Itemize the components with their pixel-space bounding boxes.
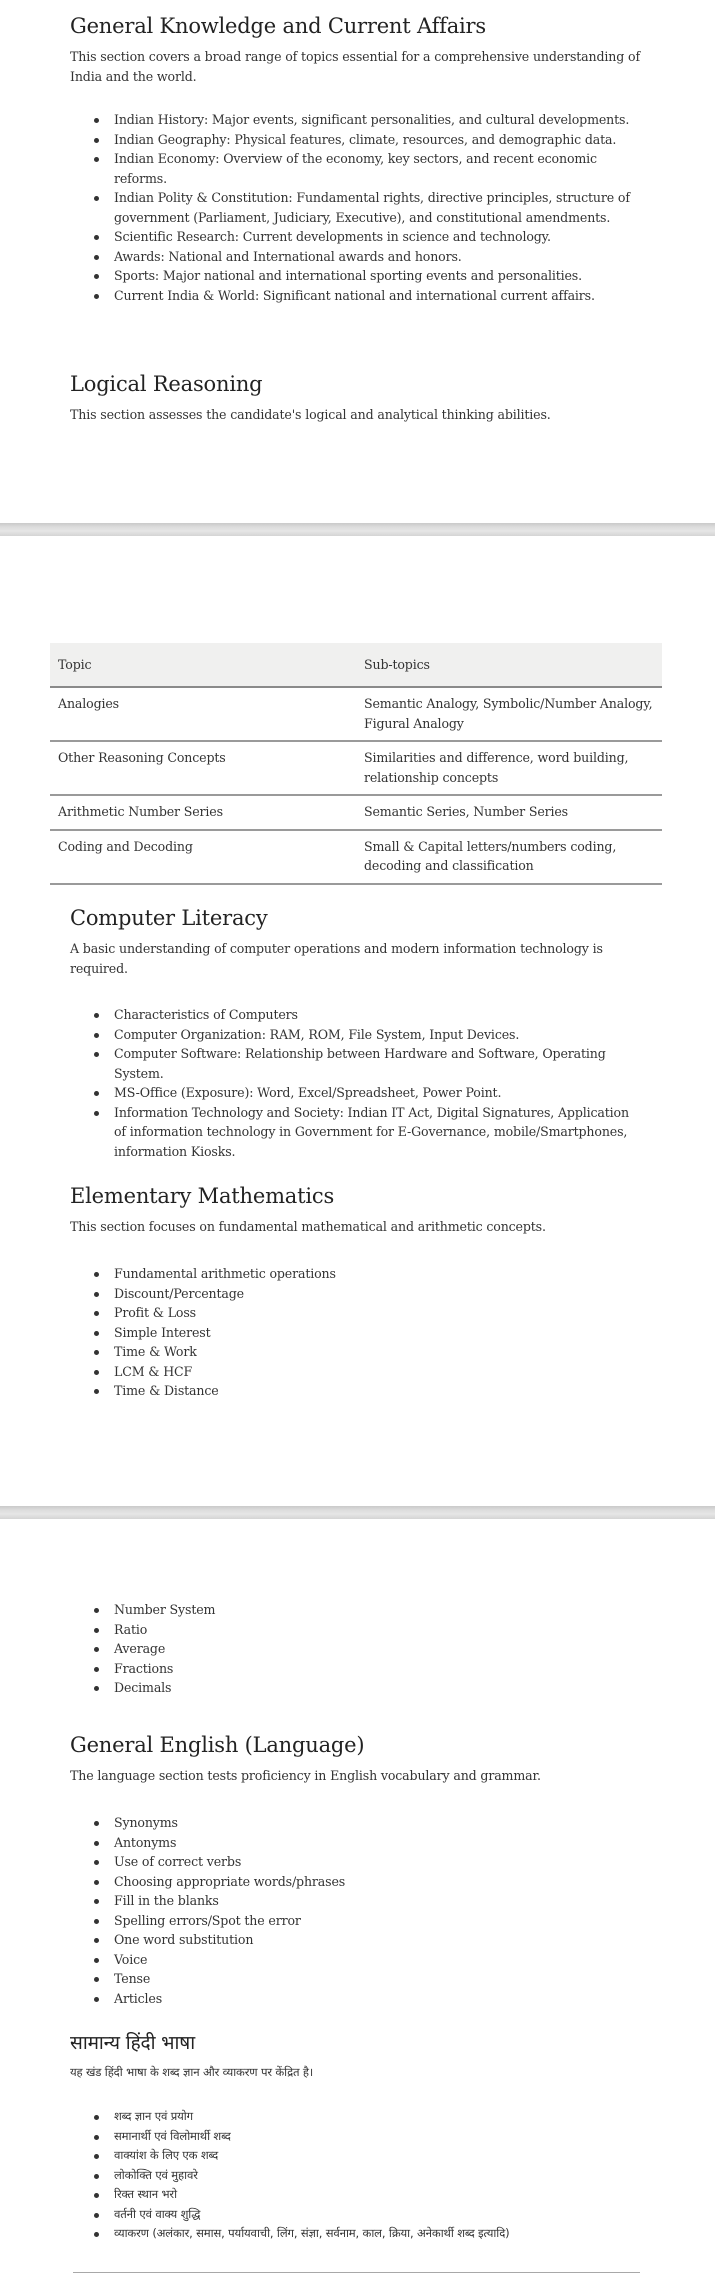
- gk-topic-list: [70, 110, 650, 305]
- bullet-icon: [94, 2193, 99, 2198]
- bullet-icon: [94, 1938, 99, 1943]
- list-item-text: Choosing appropriate words/phrases: [114, 1873, 346, 1889]
- list-item: [70, 1323, 650, 1343]
- list-item: [70, 1969, 650, 1989]
- bullet-icon: [94, 1350, 99, 1355]
- list-item-text: लोकोक्ति एवं मुहावरे: [114, 2167, 198, 2182]
- section-logical-reasoning: [70, 370, 650, 425]
- list-item-text: Computer Organization: RAM, ROM, File System, Input Devices.: [114, 1026, 520, 1042]
- subtopics-cell: Semantic Analogy, Symbolic/Number Analogy, Figural Analogy: [356, 687, 662, 741]
- section-description: This section assesses the candidate's logical and analytical thinking abilities.: [70, 407, 551, 422]
- bullet-icon: [94, 1899, 99, 1904]
- list-item-text: समानार्थी एवं विलोमार्थी शब्द: [114, 2128, 231, 2143]
- section-general-english: [70, 1731, 650, 2006]
- list-item: [70, 1362, 650, 1382]
- list-item-text: Discount/Percentage: [114, 1285, 244, 1301]
- section-heading: General English (Language): [70, 1733, 365, 1757]
- list-item: [70, 1303, 650, 1323]
- subtopics-cell: Small & Capital letters/numbers coding, decoding and classification: [356, 830, 662, 884]
- section-description: This section focuses on fundamental mathematical and arithmetic concepts.: [70, 1219, 546, 1234]
- list-item: [70, 266, 650, 286]
- list-item: [70, 1381, 650, 1401]
- bullet-icon: [94, 1977, 99, 1982]
- bullet-icon: [94, 1880, 99, 1885]
- list-item-text: Awards: National and International awards and honors.: [114, 248, 462, 264]
- list-item-text: Articles: [114, 1990, 163, 2006]
- bullet-icon: [94, 1111, 99, 1116]
- list-item-text: Simple Interest: [114, 1324, 211, 1340]
- bullet-icon: [94, 138, 99, 143]
- column-header-topic: Topic: [50, 643, 356, 687]
- list-item-text: Synonyms: [114, 1815, 178, 1830]
- list-item: [70, 2166, 650, 2186]
- page-2: [0, 536, 715, 1506]
- bullet-icon: [94, 118, 99, 123]
- list-item: [70, 1950, 650, 1970]
- list-item-text: Indian Economy: Overview of the economy, key sectors, and recent economic reforms.: [114, 151, 597, 186]
- list-item: [70, 1833, 650, 1853]
- list-item: [70, 1678, 650, 1698]
- list-item-text: Profit & Loss: [114, 1305, 196, 1320]
- bullet-icon: [94, 1958, 99, 1963]
- list-item: [70, 1852, 650, 1872]
- topic-cell: Other Reasoning Concepts: [50, 741, 356, 795]
- table-row: [50, 687, 662, 741]
- list-item-text: Number System: [114, 1602, 216, 1617]
- list-item-text: Information Technology and Society: Indian IT Act, Digital Signatures, Application of information technology in Government for E-Governance, mobile/Smartphones, information Kiosks.: [114, 1104, 629, 1159]
- bullet-icon: [94, 1052, 99, 1057]
- bullet-icon: [94, 1311, 99, 1316]
- subtopics-cell: Similarities and difference, word building, relationship concepts: [356, 741, 662, 795]
- section-description: यह खंड हिंदी भाषा के शब्द ज्ञान और व्याकरण पर केंद्रित है।: [70, 2065, 314, 2079]
- bullet-icon: [94, 2174, 99, 2179]
- bullet-icon: [94, 2135, 99, 2140]
- bullet-icon: [94, 1628, 99, 1633]
- list-item: [70, 149, 650, 188]
- list-item: [70, 1813, 650, 1833]
- section-heading: Elementary Mathematics: [70, 1184, 335, 1208]
- bullet-icon: [94, 1292, 99, 1297]
- subtopics-cell: Semantic Series, Number Series: [356, 795, 662, 830]
- list-item: [70, 2127, 650, 2147]
- hindi-topic-list: [70, 2107, 650, 2244]
- bullet-icon: [94, 2115, 99, 2120]
- bullet-icon: [94, 1919, 99, 1924]
- list-item-text: Current India & World: Significant national and international current affairs.: [114, 287, 595, 303]
- bullet-icon: [94, 274, 99, 279]
- english-topic-list: [70, 1813, 650, 2008]
- list-item: [70, 1025, 650, 1045]
- list-item: [70, 1044, 650, 1083]
- list-item-text: Scientific Research: Current developments in science and technology.: [114, 229, 551, 244]
- bullet-icon: [94, 1841, 99, 1846]
- bullet-icon: [94, 235, 99, 240]
- list-item-text: Time & Work: [114, 1344, 197, 1359]
- list-item-text: Time & Distance: [114, 1383, 219, 1398]
- bullet-icon: [94, 1667, 99, 1672]
- list-item-text: MS-Office (Exposure): Word, Excel/Spreadsheet, Power Point.: [114, 1085, 502, 1100]
- list-item: [70, 1620, 650, 1640]
- reasoning-topics-table: [50, 643, 662, 885]
- list-item: [70, 2107, 650, 2127]
- page-1: [0, 0, 715, 523]
- list-item: [70, 1930, 650, 1950]
- page-break: [0, 523, 715, 536]
- list-item-text: Average: [114, 1641, 166, 1656]
- bullet-icon: [94, 1370, 99, 1375]
- list-item: [70, 1989, 650, 2009]
- bullet-icon: [94, 2154, 99, 2159]
- computer-topic-list: [70, 1005, 650, 1161]
- section-heading: Logical Reasoning: [70, 372, 263, 396]
- maths-topic-list-continued: [70, 1600, 650, 1698]
- list-item-text: Tense: [114, 1971, 151, 1986]
- list-item-text: Spelling errors/Spot the error: [114, 1912, 301, 1928]
- section-description: This section covers a broad range of topics essential for a comprehensive understanding of India and the world.: [70, 49, 640, 84]
- list-item: [70, 2146, 650, 2166]
- list-item: [70, 1005, 650, 1025]
- list-item: [70, 2205, 650, 2225]
- section-computer-literacy: [70, 904, 650, 1159]
- bullet-icon: [94, 1608, 99, 1613]
- list-item-text: Use of correct verbs: [114, 1854, 242, 1869]
- list-item-text: शब्द ज्ञान एवं प्रयोग: [114, 2109, 193, 2123]
- bullet-icon: [94, 1091, 99, 1096]
- bullet-icon: [94, 1272, 99, 1277]
- list-item-text: वाक्यांश के लिए एक शब्द: [114, 2148, 219, 2162]
- section-heading: General Knowledge and Current Affairs: [70, 14, 486, 38]
- column-header-subtopics: Sub-topics: [356, 643, 662, 687]
- list-item: [70, 188, 650, 227]
- list-item-text: Ratio: [114, 1621, 148, 1637]
- list-item: [70, 1342, 650, 1362]
- list-item: [70, 1600, 650, 1620]
- list-item: [70, 1639, 650, 1659]
- bullet-icon: [94, 196, 99, 201]
- list-item-text: Indian Polity & Constitution: Fundamental rights, directive principles, structure of government (Parliament, Judiciary, Executive), and constitutional amendments.: [114, 190, 630, 225]
- page-break: [0, 1506, 715, 1519]
- bullet-icon: [94, 294, 99, 299]
- section-heading: Computer Literacy: [70, 906, 268, 930]
- bullet-icon: [94, 1686, 99, 1691]
- topic-cell: Coding and Decoding: [50, 830, 356, 884]
- list-item: [70, 1284, 650, 1304]
- list-item-text: Sports: Major national and international sporting events and personalities.: [114, 268, 582, 283]
- bullet-icon: [94, 2232, 99, 2237]
- bullet-icon: [94, 255, 99, 260]
- bullet-icon: [94, 1647, 99, 1652]
- topic-cell: Arithmetic Number Series: [50, 795, 356, 830]
- bullet-icon: [94, 1997, 99, 2002]
- table-row: [50, 795, 662, 830]
- list-item: [70, 130, 650, 150]
- list-item: [70, 110, 650, 130]
- page-3: [0, 1519, 715, 2290]
- list-item-text: Voice: [114, 1951, 148, 1967]
- list-item-text: One word substitution: [114, 1932, 254, 1947]
- list-item: [70, 1911, 650, 1931]
- list-item: [70, 2224, 650, 2244]
- section-description: A basic understanding of computer operations and modern information technology is required.: [70, 941, 603, 976]
- bullet-icon: [94, 2213, 99, 2218]
- list-item: [70, 286, 650, 306]
- list-item: [70, 1083, 650, 1103]
- list-item: [70, 247, 650, 267]
- bullet-icon: [94, 1860, 99, 1865]
- section-heading: सामान्य हिंदी भाषा: [70, 2032, 195, 2054]
- bullet-icon: [94, 1821, 99, 1826]
- list-item-text: व्याकरण (अलंकार, समास, पर्यायवाची, लिंग, संज्ञा, सर्वनाम, काल, क्रिया, अनेकार्थी शब्द इत्यादि): [114, 2226, 510, 2240]
- list-item-text: रिक्त स्थान भरो: [114, 2187, 177, 2201]
- horizontal-rule: [73, 2272, 640, 2273]
- section-elementary-mathematics: [70, 1182, 650, 1398]
- section-description: The language section tests proficiency in English vocabulary and grammar.: [70, 1768, 541, 1783]
- list-item-text: LCM & HCF: [114, 1363, 193, 1379]
- bullet-icon: [94, 1331, 99, 1336]
- list-item-text: Antonyms: [114, 1834, 177, 1850]
- list-item: [70, 1659, 650, 1679]
- list-item: [70, 1103, 650, 1162]
- list-item-text: Indian History: Major events, significant personalities, and cultural developments.: [114, 112, 630, 127]
- section-general-knowledge: [70, 12, 650, 303]
- bullet-icon: [94, 157, 99, 162]
- bullet-icon: [94, 1013, 99, 1018]
- list-item-text: Decimals: [114, 1680, 172, 1695]
- list-item: [70, 1891, 650, 1911]
- list-item: [70, 227, 650, 247]
- list-item-text: Indian Geography: Physical features, climate, resources, and demographic data.: [114, 131, 617, 147]
- list-item: [70, 1264, 650, 1284]
- list-item-text: Fractions: [114, 1660, 174, 1676]
- bullet-icon: [94, 1389, 99, 1394]
- bullet-icon: [94, 1033, 99, 1038]
- list-item-text: Fundamental arithmetic operations: [114, 1266, 336, 1281]
- table-row: [50, 830, 662, 884]
- topic-cell: Analogies: [50, 687, 356, 741]
- section-hindi: [70, 2029, 650, 2240]
- list-item-text: Characteristics of Computers: [114, 1007, 298, 1022]
- list-item-text: Fill in the blanks: [114, 1893, 219, 1908]
- list-item-text: Computer Software: Relationship between Hardware and Software, Operating System.: [114, 1046, 606, 1081]
- table-header-row: [50, 643, 662, 687]
- list-item: [70, 2185, 650, 2205]
- table-row: [50, 741, 662, 795]
- maths-topic-list: [70, 1264, 650, 1401]
- list-item: [70, 1872, 650, 1892]
- list-item-text: वर्तनी एवं वाक्य शुद्धि: [114, 2206, 201, 2221]
